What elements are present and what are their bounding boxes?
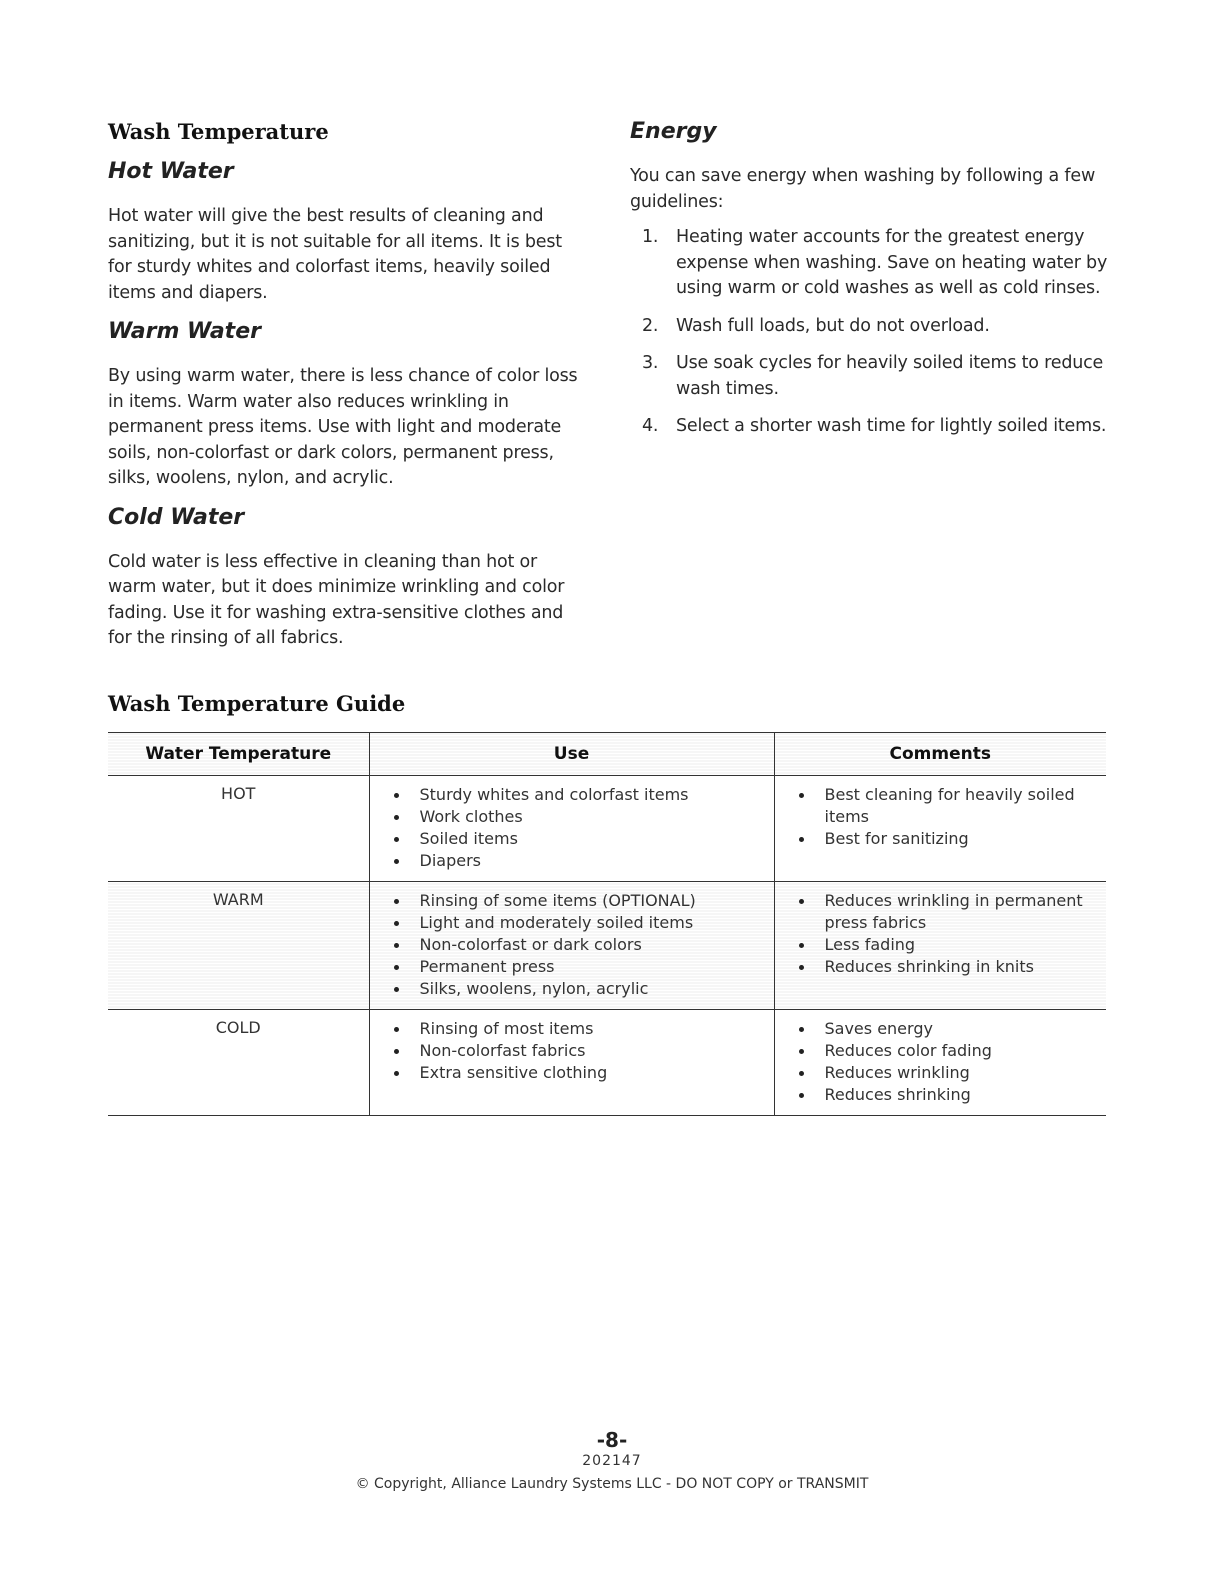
- wash-temperature-heading: Wash Temperature: [108, 119, 329, 144]
- temp-cell: COLD: [215, 1018, 261, 1037]
- list-item: Work clothes: [388, 806, 764, 828]
- table-row-hot: [108, 776, 1106, 882]
- wash-temperature-guide-table: [108, 732, 1106, 1116]
- right-column: [630, 118, 1110, 452]
- energy-item-text: Wash full loads, but do not overload.: [676, 315, 990, 336]
- list-item: Best for sanitizing: [793, 828, 1097, 850]
- energy-item-number: 1.: [642, 227, 659, 247]
- comments-cell: [774, 1010, 1106, 1116]
- list-item: Soiled items: [388, 828, 764, 850]
- list-item: Diapers: [388, 850, 764, 872]
- energy-item: [630, 314, 1110, 340]
- list-item: Sturdy whites and colorfast items: [388, 784, 764, 806]
- energy-item-text: Use soak cycles for heavily soiled items to reduce wash times.: [676, 353, 1104, 399]
- table-row-cold: [108, 1010, 1106, 1116]
- list-item: Rinsing of some items (OPTIONAL): [388, 890, 764, 912]
- list-item: Rinsing of most items: [388, 1018, 764, 1040]
- use-cell: [369, 882, 774, 1010]
- use-cell: [369, 1010, 774, 1116]
- list-item: Silks, woolens, nylon, acrylic: [388, 978, 764, 1000]
- comments-cell: [774, 882, 1106, 1010]
- energy-item-text: Heating water accounts for the greatest energy expense when washing. Save on heating water by using warm or cold washes as well as cold rinses.: [676, 227, 1108, 298]
- comments-cell: [774, 776, 1106, 882]
- list-item: Best cleaning for heavily soiled items: [793, 784, 1097, 828]
- temp-cell: HOT: [221, 784, 256, 803]
- list-item: Reduces wrinkling: [793, 1062, 1097, 1084]
- energy-item-number: 3.: [642, 353, 659, 373]
- use-cell: [369, 776, 774, 882]
- energy-item-number: 2.: [642, 315, 659, 336]
- document-number: 202147: [582, 1453, 642, 1469]
- hot-water-text: Hot water will give the best results of cleaning and sanitizing, but it is not suitable for all items. It is best for sturdy whites and colorfast items, heavily soiled items and diapers.: [108, 206, 562, 303]
- energy-item-text: Select a shorter wash time for lightly soiled items.: [676, 416, 1107, 436]
- energy-heading: Energy: [630, 119, 717, 144]
- warm-water-heading: Warm Water: [108, 319, 261, 344]
- energy-list: [630, 225, 1110, 440]
- temp-cell: WARM: [108, 882, 369, 1010]
- list-item: Less fading: [793, 934, 1097, 956]
- energy-item: [630, 225, 1110, 302]
- table-header-row: [108, 733, 1106, 776]
- list-item: Non-colorfast or dark colors: [388, 934, 764, 956]
- list-item: Reduces shrinking in knits: [793, 956, 1097, 978]
- list-item: Reduces color fading: [793, 1040, 1097, 1062]
- list-item: Saves energy: [793, 1018, 1097, 1040]
- page-number: -8-: [596, 1428, 628, 1452]
- header-water-temperature: Water Temperature: [108, 733, 369, 776]
- header-use: Use: [369, 733, 774, 776]
- list-item: Light and moderately soiled items: [388, 912, 764, 934]
- list-item: Reduces shrinking: [793, 1084, 1097, 1106]
- hot-water-heading: Hot Water: [108, 159, 234, 184]
- energy-item: [630, 351, 1110, 402]
- table-row-warm: [108, 882, 1106, 1010]
- copyright-notice: © Copyright, Alliance Laundry Systems LLC - DO NOT COPY or TRANSMIT: [355, 1476, 869, 1492]
- list-item: Extra sensitive clothing: [388, 1062, 764, 1084]
- warm-water-text: By using warm water, there is less chance of color loss in items. Warm water also reduces wrinkling in permanent press items. Use with light and moderate soils, non-colorfast or dark colors, permanent press, silks, woolens, nylon, and acrylic.: [108, 366, 578, 488]
- header-comments: Comments: [774, 733, 1106, 776]
- cold-water-heading: Cold Water: [108, 504, 245, 530]
- wash-temperature-guide-heading: Wash Temperature Guide: [108, 691, 406, 716]
- energy-item-number: 4.: [642, 416, 659, 436]
- list-item: Non-colorfast fabrics: [388, 1040, 764, 1062]
- energy-item: [630, 414, 1110, 440]
- left-column: [108, 118, 588, 652]
- list-item: Reduces wrinkling in permanent press fabrics: [793, 890, 1097, 934]
- energy-intro: You can save energy when washing by following a few guidelines:: [630, 166, 1096, 212]
- cold-water-text: Cold water is less effective in cleaning than hot or warm water, but it does minimize wrinkling and color fading. Use it for washing extra-sensitive clothes and for the rinsing of all fabrics.: [108, 551, 565, 648]
- list-item: Permanent press: [388, 956, 764, 978]
